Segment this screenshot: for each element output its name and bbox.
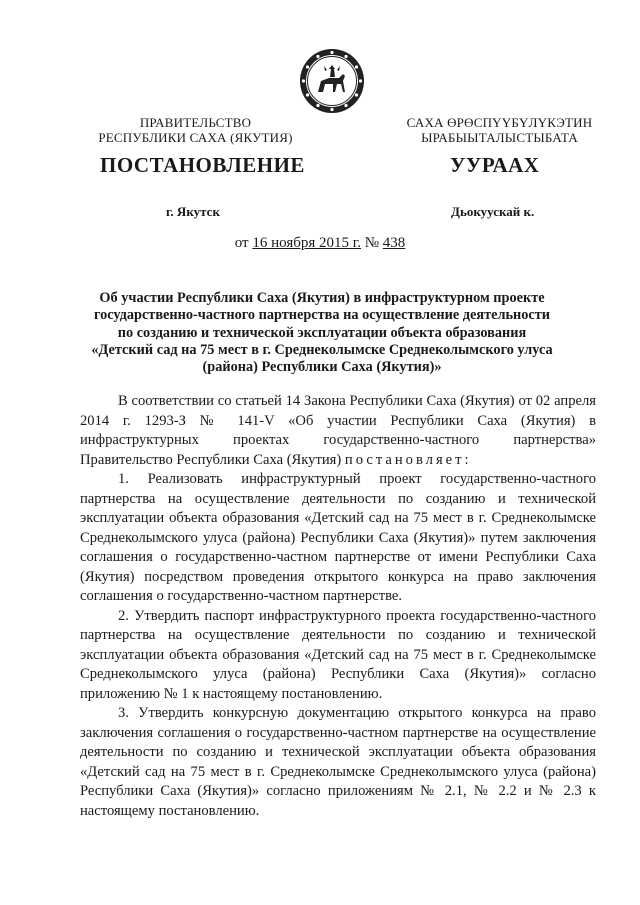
government-name-sakha xyxy=(392,115,607,145)
document-body xyxy=(80,392,596,821)
number-value: 438 xyxy=(382,235,406,251)
number-prefix: № xyxy=(360,235,383,251)
item-1-paragraph: 1. Реализовать инфраструктурный проект государственно-частного партнерства на осуществление деятельности по созданию и технической эксплуатации объекта образования «Детский сад на 75 мест в г. Среднеколымске Среднеколымского улуса (района) Республики Саха (Якутия)» путем заключения соглашения о государственно-частном партнерстве от имени Республики Саха (Якутия) посредством проведения открытого конкурса на право заключения соглашения о государственно-частном партнерстве. xyxy=(80,471,596,604)
doc-type-russian: ПОСТАНОВЛЕНИЕ xyxy=(100,153,305,177)
org-line: РЕСПУБЛИКИ САХА (ЯКУТИЯ) xyxy=(98,130,293,145)
city-russian: г. Якутск xyxy=(166,204,220,219)
date-and-number xyxy=(0,235,640,252)
preamble-text: В соответствии со статьей 14 Закона Республики Саха (Якутия) от 02 апреля 2014 г. 1293-З № 141-V «Об участии Республики Саха (Якутия) в инфраструктурных проектах государственно-частного партнерства» Правительство Республики Саха (Якутия) xyxy=(80,393,596,468)
date-prefix: от xyxy=(234,235,253,251)
title-line: по созданию и технической эксплуатации объекта образования xyxy=(117,324,527,341)
doc-type-sakha: УУРААХ xyxy=(450,153,540,177)
date-value: 16 ноября 2015 г. xyxy=(252,235,361,251)
preamble-paragraph xyxy=(80,392,596,470)
government-name-russian xyxy=(88,115,303,145)
org-line: ПРАВИТЕЛЬСТВО xyxy=(139,115,252,130)
org-line: ЫРАБЫЫТАЛЫСТЫБАТА xyxy=(421,130,578,145)
title-line: «Детский сад на 75 мест в г. Среднеколымске Среднеколымского улуса xyxy=(91,341,553,358)
org-line: САХА ӨРӨСПҮҮБҮЛҮКЭТИН xyxy=(406,115,593,130)
title-line: Об участии Республики Саха (Якутия) в инфраструктурном проекте xyxy=(99,290,545,306)
item-2-paragraph: 2. Утвердить паспорт инфраструктурного проекта государственно-частного партнерства на осуществление деятельности по созданию и технической эксплуатации объекта образования «Детский сад на 75 мест в г. Среднеколымске Среднеколымского улуса (района) Республики Саха (Якутия)» согласно приложению № 1 к настоящему постановлению. xyxy=(80,607,596,702)
coat-of-arms-icon xyxy=(299,48,365,114)
item-3-paragraph: 3. Утвердить конкурсную документацию открытого конкурса на право заключения соглашения о государственно-частном партнерстве на осуществление деятельности по созданию и технической эксплуатации объекта образования «Детский сад на 75 мест в г. Среднеколымске Среднеколымского улуса (района) Республики Саха (Якутия)» согласно приложениям № 2.1, № 2.2 и № 2.3 к настоящему постановлению. xyxy=(80,705,596,819)
decree-word: постановляет: xyxy=(344,451,472,468)
title-line: государственно-частного партнерства на осуществление деятельности xyxy=(93,307,551,324)
document-title xyxy=(80,290,564,376)
title-line: (района) Республики Саха (Якутия)» xyxy=(202,359,442,376)
city-sakha: Дьокуускай к. xyxy=(451,204,535,219)
